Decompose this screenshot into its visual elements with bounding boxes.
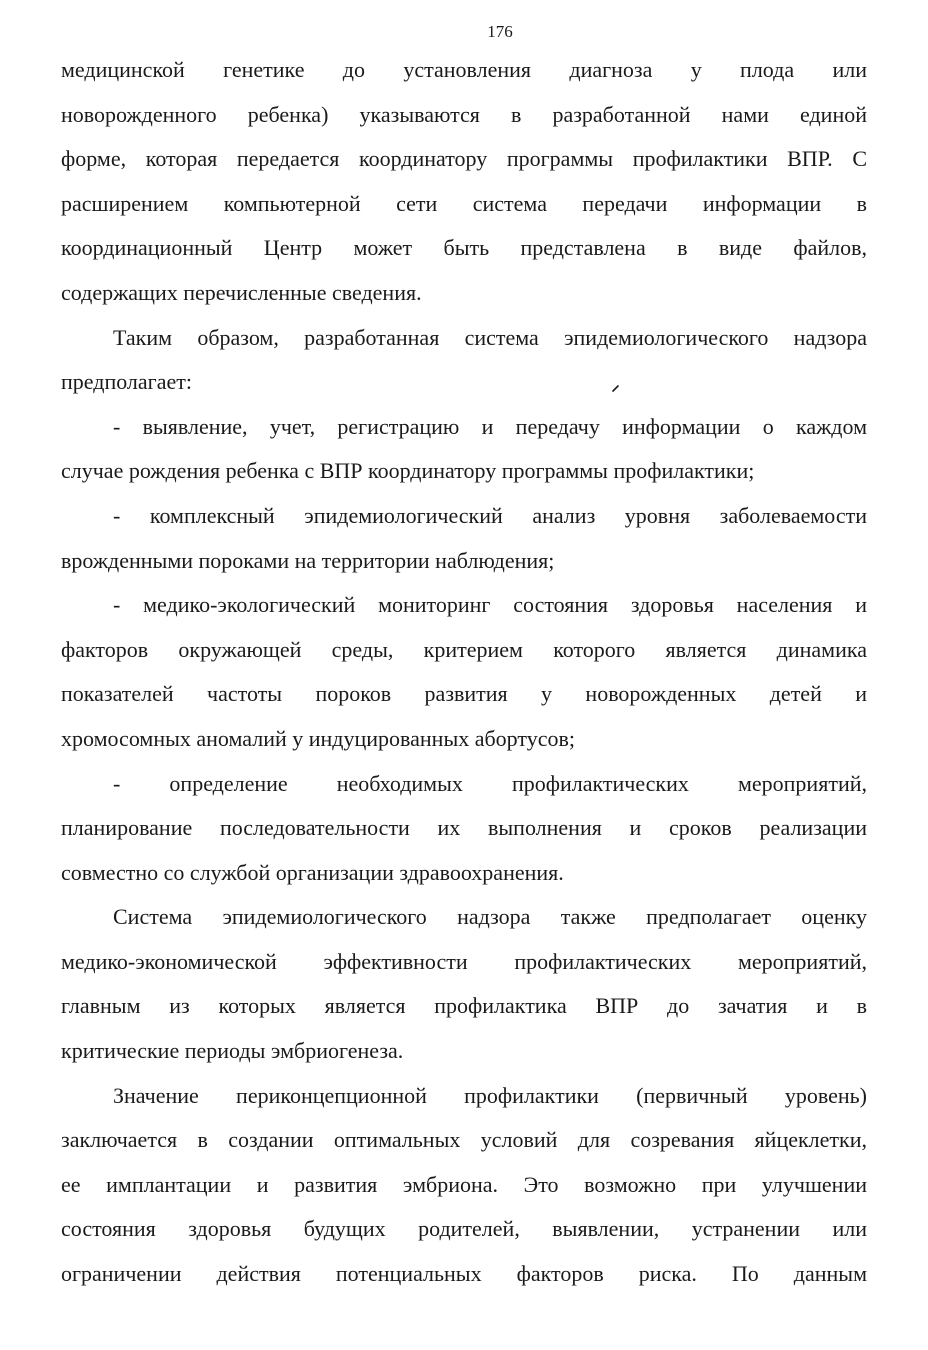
text-line: Система эпидемиологического надзора также предполагает оценку: [113, 904, 867, 930]
text-line: расширением компьютерной сети система передачи информации в: [61, 190, 867, 216]
text-line: врожденными пороками на территории наблюдения;: [61, 547, 555, 573]
text-line: хромосомных аномалий у индуцированных абортусов;: [61, 725, 575, 751]
page-number: 176: [487, 22, 513, 41]
text-line: - определение необходимых профилактических мероприятий,: [113, 770, 867, 796]
list-item-2: [61, 494, 867, 583]
scan-mark-icon: [612, 384, 620, 392]
text-line: - медико-экологический мониторинг состояния здоровья населения и: [113, 592, 867, 618]
text-line: форме, которая передается координатору программы профилактики ВПР. С: [61, 146, 867, 172]
text-line: критические периоды эмбриогенеза.: [61, 1038, 404, 1064]
text-line: ее имплантации и развития эмбриона. Это возможно при улучшении: [61, 1171, 867, 1197]
paragraph-2: [61, 316, 867, 405]
text-line: главным из которых является профилактика ВПР до зачатия и в: [61, 993, 867, 1019]
list-item-3: [61, 583, 867, 761]
paragraph-4: [61, 1074, 867, 1297]
text-line: координационный Центр может быть представлена в виде файлов,: [61, 235, 867, 261]
text-line: состояния здоровья будущих родителей, выявлении, устранении или: [61, 1216, 867, 1242]
text-line: совместно со службой организации здравоохранения.: [61, 859, 564, 885]
list-item-1: [61, 405, 867, 494]
text-line: ограничении действия потенциальных факторов риска. По данным: [61, 1261, 867, 1287]
text-line: предполагает:: [61, 369, 192, 395]
paragraph-3: [61, 895, 867, 1073]
text-line: содержащих перечисленные сведения.: [61, 279, 422, 305]
document-page: [61, 18, 867, 1297]
text-line: - комплексный эпидемиологический анализ уровня заболеваемости: [113, 502, 867, 528]
text-line: случае рождения ребенка с ВПР координатору программы профилактики;: [61, 458, 755, 484]
paragraph-1: [61, 48, 867, 316]
list-item-4: [61, 762, 867, 896]
text-line: медико-экономической эффективности профилактических мероприятий,: [61, 948, 867, 974]
text-line: показателей частоты пороков развития у новорожденных детей и: [61, 681, 867, 707]
text-line: Значение периконцепционной профилактики (первичный уровень): [113, 1082, 867, 1108]
text-line: планирование последовательности их выполнения и сроков реализации: [61, 815, 867, 841]
text-line: новорожденного ребенка) указываются в разработанной нами единой: [61, 101, 867, 127]
text-line: - выявление, учет, регистрацию и передачу информации о каждом: [113, 413, 867, 439]
text-line: заключается в создании оптимальных условий для созревания яйцеклетки,: [61, 1127, 867, 1153]
text-line: факторов окружающей среды, критерием которого является динамика: [61, 636, 867, 662]
text-line: Таким образом, разработанная система эпидемиологического надзора: [113, 324, 867, 350]
text-line: медицинской генетике до установления диагноза у плода или: [61, 57, 867, 82]
